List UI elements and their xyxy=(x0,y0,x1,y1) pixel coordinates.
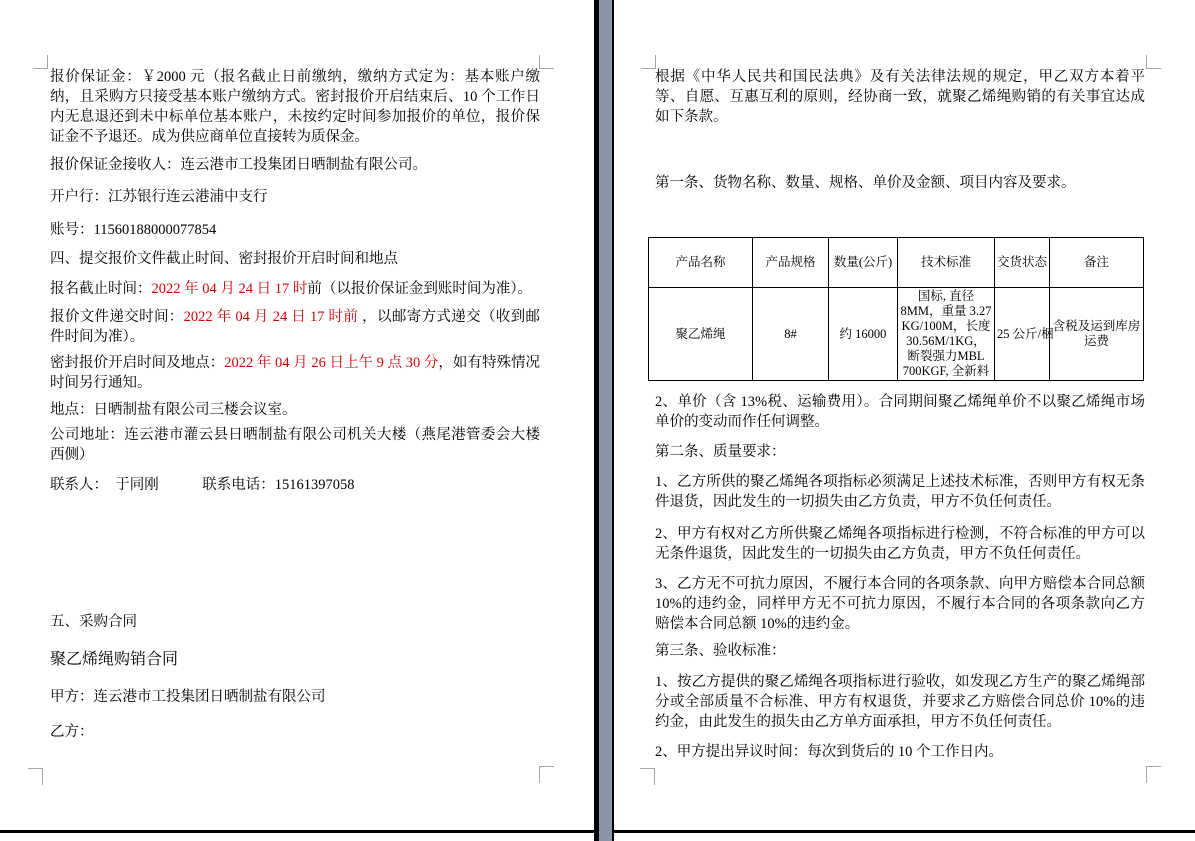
header-tech-standard: 技术标准 xyxy=(898,238,995,288)
header-product-name: 产品名称 xyxy=(649,238,753,288)
signup-deadline-label: 报名截止时间： xyxy=(50,281,152,297)
crop-mark-left-top-left xyxy=(33,55,48,69)
header-delivery-state: 交货状态 xyxy=(995,238,1050,288)
page-divider xyxy=(594,0,614,841)
opening-time-label: 密封报价开启时间及地点： xyxy=(50,355,225,371)
crop-mark-left-top-right xyxy=(539,55,554,69)
file-submission-suffix: ，以邮寄方式递交（收到邮件时间为准）。 xyxy=(50,309,541,345)
header-product-spec: 产品规格 xyxy=(753,238,829,288)
page-right-content[interactable] xyxy=(655,67,1145,762)
cell-quantity: 约 16000 xyxy=(829,288,898,381)
cell-remark: 含税及运到库房运费 xyxy=(1050,288,1144,381)
legal-basis-paragraph: 根据《中华人民共和国民法典》及有关法律法规的规定，甲乙双方本着平等、自愿、互惠互利的原则，经协商一致，就聚乙烯绳购销的有关事宜达成如下条款。 xyxy=(655,69,1145,125)
opening-time-suffix: ，如有特殊情况时间另行通知。 xyxy=(50,355,541,391)
header-remark: 备注 xyxy=(1050,238,1144,288)
section-four-heading: 四、提交报价文件截止时间、密封报价开启时间和地点 xyxy=(50,251,398,267)
party-b-paragraph: 乙方： xyxy=(50,724,94,740)
crop-mark-left-bottom-left xyxy=(28,768,43,785)
crop-mark-right-bottom-right xyxy=(1146,766,1161,783)
quality-clause-1: 1、乙方所供的聚乙烯绳各项指标必须满足上述技术标准，否则甲方有权无条件退货，因此发生的一切损失由乙方负责，甲方不负任何责任。 xyxy=(655,474,1145,510)
page-left-content[interactable] xyxy=(50,67,540,742)
signup-deadline-paragraph xyxy=(50,279,540,299)
goods-table-data-row xyxy=(649,288,1144,381)
acceptance-clause-1: 1、按乙方提供的聚乙烯绳各项指标进行验收，如发现乙方生产的聚乙烯绳部分或全部质量不合标准、甲方有权退货，并要求乙方赔偿合同总价 10%的违约金，由此发生的损失由乙方单方面承担，甲方不负任何责任。 xyxy=(655,674,1145,730)
quality-clause-2: 2、甲方有权对乙方所供聚乙烯绳各项指标进行检测，不符合标准的甲方可以无条件退货，因此发生的一切损失由乙方负责，甲方不负任何责任。 xyxy=(655,526,1145,562)
crop-mark-right-bottom-left xyxy=(640,768,655,785)
file-submission-date: 2022 年 04 月 24 日 17 时前 xyxy=(183,309,359,325)
section-five-heading: 五、采购合同 xyxy=(50,614,137,630)
signup-deadline-suffix: 前（以报价保证金到账时间为准）。 xyxy=(307,281,533,297)
cell-product-spec: 8# xyxy=(753,288,829,381)
header-quantity: 数量(公斤) xyxy=(829,238,898,288)
bid-deposit-paragraph: 报价保证金：￥2000 元（报名截止日前缴纳，缴纳方式定为：基本账户缴纳，且采购方只接受基本账户缴纳方式。密封报价开启结束后、10 个工作日内无息退还到未中标单位基本账户，未按约定时间参加报价的单位，报价保证金不予退还。成为供应商单位直接转为质保金。 xyxy=(50,69,540,145)
crop-mark-right-top-right xyxy=(1146,55,1161,69)
account-number-paragraph: 账号：11560188000077854 xyxy=(50,222,217,238)
deposit-receiver-paragraph: 报价保证金接收人：连云港市工投集团日晒制盐有限公司。 xyxy=(50,157,427,173)
contact-person-paragraph: 联系人： 于同刚 联系电话：15161397058 xyxy=(50,477,355,493)
article-one-heading: 第一条、货物名称、数量、规格、单价及金额、项目内容及要求。 xyxy=(655,175,1076,191)
bank-name-paragraph: 开户行：江苏银行连云港浦中支行 xyxy=(50,189,268,205)
unit-price-paragraph: 2、单价（含 13%税、运输费用）。合同期间聚乙烯绳单价不以聚乙烯绳市场单价的变动而作任何调整。 xyxy=(655,394,1145,430)
goods-table xyxy=(648,237,1144,381)
crop-mark-right-top-left xyxy=(641,55,656,69)
file-submission-paragraph xyxy=(50,307,540,347)
article-two-heading: 第二条、质量要求： xyxy=(655,444,786,460)
crop-mark-left-bottom-right xyxy=(539,766,554,783)
cell-delivery-state: 25 公斤/梱 xyxy=(995,288,1050,381)
cell-product-name: 聚乙烯绳 xyxy=(649,288,753,381)
opening-time-date: 2022 年 04 月 26 日上午 9 点 30 分 xyxy=(224,355,439,371)
quality-clause-3: 3、乙方无不可抗力原因，不履行本合同的各项条款、向甲方赔偿本合同总额 10%的违约金，同样甲方无不可抗力原因，不履行本合同的各项条款向乙方赔偿本合同总额 10%的违约金。 xyxy=(655,576,1145,632)
acceptance-clause-2: 2、甲方提出异议时间：每次到货后的 10 个工作日内。 xyxy=(655,744,1003,760)
party-a-paragraph: 甲方：连云港市工投集团日晒制盐有限公司 xyxy=(50,689,326,705)
signup-deadline-date: 2022 年 04 月 24 日 17 时 xyxy=(151,281,308,297)
opening-time-paragraph xyxy=(50,353,540,393)
document-page-left xyxy=(0,0,594,833)
contract-title: 聚乙烯绳购销合同 xyxy=(50,651,179,668)
location-paragraph: 地点：日晒制盐有限公司三楼会议室。 xyxy=(50,402,297,418)
cell-tech-standard: 国标, 直径 8MM，重量 3.27 KG/100M，长度 30.56M/1KG，断裂强力MBL 700KGF, 全新料 xyxy=(898,288,995,381)
goods-table-header-row xyxy=(649,238,1144,288)
document-page-right xyxy=(614,0,1195,833)
company-address-paragraph: 公司地址：连云港市灌云县日晒制盐有限公司机关大楼（燕尾港管委会大楼西侧） xyxy=(50,427,540,463)
article-three-heading: 第三条、验收标准： xyxy=(655,643,786,659)
file-submission-label: 报价文件递交时间： xyxy=(50,309,184,325)
